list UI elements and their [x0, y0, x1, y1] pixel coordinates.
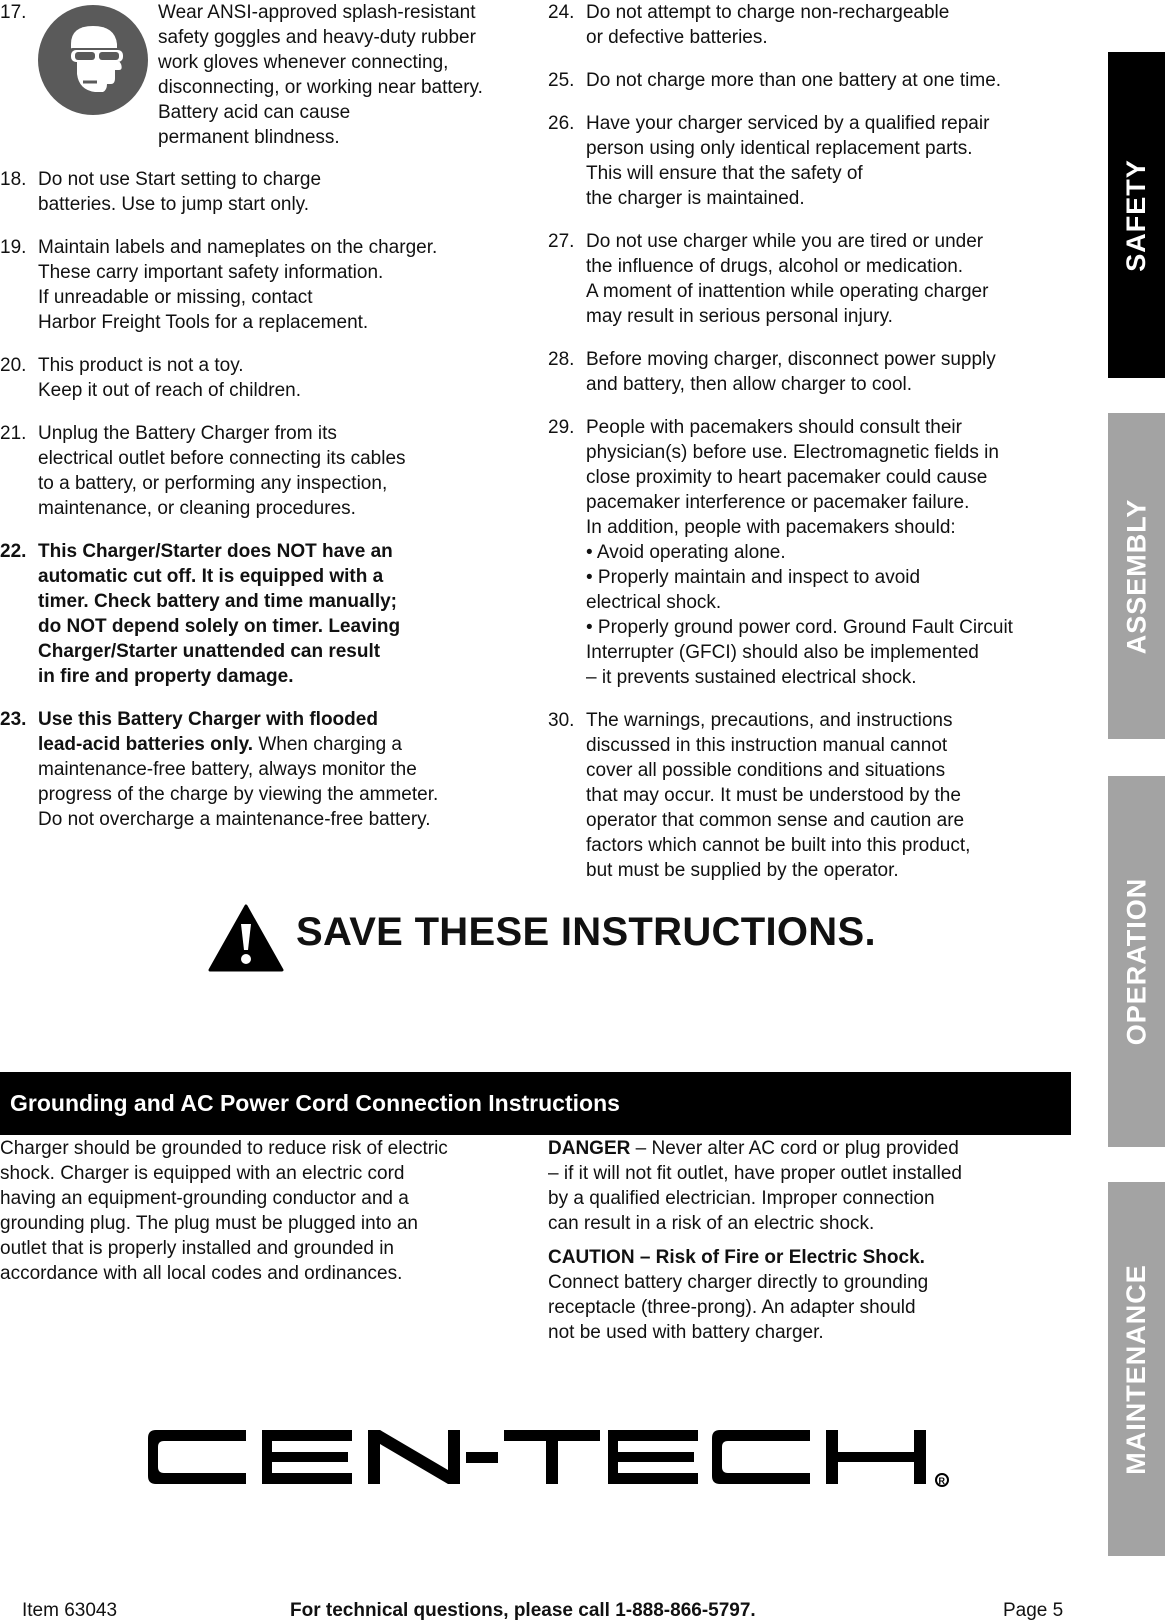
- text-line: close proximity to heart pacemaker could cause: [586, 467, 988, 488]
- text-line: receptacle (three-prong). An adapter should: [548, 1297, 916, 1318]
- text-line: operator that common sense and caution are: [586, 810, 965, 831]
- grounding-right-text: [548, 1136, 1048, 1354]
- text-line: A moment of inattention while operating charger: [586, 281, 989, 302]
- text-line: in fire and property damage.: [38, 666, 294, 687]
- tab-safety[interactable]: [1108, 52, 1165, 378]
- tab-label: MAINTENANCE: [1121, 1263, 1151, 1475]
- list-item-22: [0, 539, 520, 689]
- text-line: This product is not a toy.: [38, 355, 244, 376]
- cen-tech-logo: [148, 1430, 960, 1500]
- footer-tech-support: For technical questions, please call 1-888-866-5797.: [290, 1600, 756, 1621]
- text-phrase: When charging a: [253, 734, 402, 755]
- item-number: 22.: [0, 541, 27, 562]
- text-line: disconnecting, or working near battery.: [158, 77, 483, 98]
- text-line: electrical outlet before connecting its cables: [38, 448, 406, 469]
- grounding-title: Grounding and AC Power Cord Connection Instructions: [10, 1090, 620, 1116]
- right-column: [548, 0, 1066, 901]
- text-line: Harbor Freight Tools for a replacement.: [38, 312, 369, 333]
- text-line: safety goggles and heavy-duty rubber: [158, 27, 476, 48]
- item-number: 24.: [548, 2, 575, 23]
- text-line: These carry important safety information.: [38, 262, 384, 283]
- grounding-left-text: [0, 1136, 520, 1286]
- list-item-28: [548, 347, 1066, 397]
- text-line: Interrupter (GFCI) should also be implemented: [586, 642, 979, 663]
- tab-maintenance[interactable]: [1108, 1182, 1165, 1556]
- text-line: person using only identical replacement parts.: [586, 138, 973, 159]
- list-item-27: [548, 229, 1066, 329]
- text-line: by a qualified electrician. Improper connection: [548, 1188, 935, 1209]
- list-item-25: [548, 68, 1066, 93]
- text-line: The warnings, precautions, and instructions: [586, 710, 953, 731]
- text-line: to a battery, or performing any inspection,: [38, 473, 388, 494]
- footer-page-number: Page 5: [1003, 1600, 1064, 1621]
- save-instructions-banner: [208, 902, 908, 972]
- text-line: Do not use charger while you are tired or under: [586, 231, 984, 252]
- text-line: maintenance-free battery, always monitor the: [38, 759, 417, 780]
- text-line: Keep it out of reach of children.: [38, 380, 301, 401]
- danger-paragraph: [548, 1136, 1048, 1236]
- svg-text:R: R: [938, 1476, 945, 1486]
- list-item-24: [548, 0, 1066, 50]
- item-number: 23.: [0, 709, 27, 730]
- text-line: and battery, then allow charger to cool.: [586, 374, 913, 395]
- text-line: can result in a risk of an electric shock.: [548, 1213, 875, 1234]
- item-number: 25.: [548, 70, 575, 91]
- left-column: [0, 0, 520, 850]
- text-line: that may occur. It must be understood by the: [586, 785, 961, 806]
- grounding-section-header: [0, 1072, 1071, 1135]
- list-item-20: [0, 353, 520, 403]
- text-line: Unplug the Battery Charger from its: [38, 423, 337, 444]
- list-item-21: [0, 421, 520, 521]
- text-line: accordance with all local codes and ordinances.: [0, 1263, 403, 1284]
- item-number: 28.: [548, 349, 575, 370]
- text-line: work gloves whenever connecting,: [158, 52, 449, 73]
- text-line: progress of the charge by viewing the ammeter.: [38, 784, 439, 805]
- text-line: Do not use Start setting to charge: [38, 169, 322, 190]
- text-line: automatic cut off. It is equipped with a: [38, 566, 384, 587]
- text-line: Wear ANSI-approved splash-resistant: [158, 2, 476, 23]
- item-number: 17.: [0, 2, 27, 23]
- text-line: • Properly maintain and inspect to avoid: [586, 567, 921, 588]
- list-item-18: [0, 167, 520, 217]
- text-line: shock. Charger is equipped with an electric cord: [0, 1163, 405, 1184]
- text-line: may result in serious personal injury.: [586, 306, 893, 327]
- safety-goggles-icon: [37, 4, 149, 116]
- text-line: pacemaker interference or pacemaker failure.: [586, 492, 970, 513]
- item-number: 19.: [0, 237, 27, 258]
- text-line: cover all possible conditions and situations: [586, 760, 946, 781]
- text-line: – if it will not fit outlet, have proper outlet installed: [548, 1163, 963, 1184]
- footer-item-number: Item 63043: [22, 1600, 118, 1621]
- item-number: 20.: [0, 355, 27, 376]
- text-line: do NOT depend solely on timer. Leaving: [38, 616, 401, 637]
- item-number: 30.: [548, 710, 575, 731]
- list-item-17: [0, 0, 520, 150]
- text-line: Charger/Starter unattended can result: [38, 641, 381, 662]
- caution-title: CAUTION – Risk of Fire or Electric Shock.: [548, 1247, 925, 1268]
- text-line: Before moving charger, disconnect power supply: [586, 349, 996, 370]
- text-line: Do not attempt to charge non-rechargeable: [586, 2, 950, 23]
- item-number: 27.: [548, 231, 575, 252]
- text-line: If unreadable or missing, contact: [38, 287, 313, 308]
- text-line: grounding plug. The plug must be plugged into an: [0, 1213, 418, 1234]
- text-line: having an equipment-grounding conductor and a: [0, 1188, 409, 1209]
- tab-operation[interactable]: [1108, 776, 1165, 1147]
- text-line: Battery acid can cause: [158, 102, 351, 123]
- tab-assembly[interactable]: [1108, 413, 1165, 739]
- text-line: Do not overcharge a maintenance-free battery.: [38, 809, 431, 830]
- text-line: [38, 732, 520, 757]
- danger-label: DANGER: [548, 1138, 631, 1159]
- text-line: Maintain labels and nameplates on the charger.: [38, 237, 438, 258]
- text-line: – it prevents sustained electrical shock.: [586, 667, 917, 688]
- text-line: outlet that is properly installed and grounded in: [0, 1238, 394, 1259]
- bold-phrase: lead-acid batteries only.: [38, 734, 254, 755]
- caution-paragraph: [548, 1245, 1048, 1345]
- text-line: Charger should be grounded to reduce risk of electric: [0, 1138, 448, 1159]
- text-line: the influence of drugs, alcohol or medication.: [586, 256, 964, 277]
- text-line: permanent blindness.: [158, 127, 340, 148]
- text-line: discussed in this instruction manual cannot: [586, 735, 948, 756]
- warning-triangle-icon: [208, 904, 284, 972]
- text-line: factors which cannot be built into this product,: [586, 835, 971, 856]
- text-line: • Avoid operating alone.: [586, 542, 786, 563]
- text-phrase: – Never alter AC cord or plug provided: [630, 1138, 959, 1159]
- text-line: physician(s) before use. Electromagnetic fields in: [586, 442, 999, 463]
- list-item-19: [0, 235, 520, 335]
- text-line: Have your charger serviced by a qualified repair: [586, 113, 990, 134]
- list-item-30: [548, 708, 1066, 883]
- text-line: or defective batteries.: [586, 27, 768, 48]
- text-line: This will ensure that the safety of: [586, 163, 863, 184]
- text-line: timer. Check battery and time manually;: [38, 591, 398, 612]
- item-number: 18.: [0, 169, 27, 190]
- text-line: maintenance, or cleaning procedures.: [38, 498, 356, 519]
- text-line: electrical shock.: [586, 592, 722, 613]
- text-line: not be used with battery charger.: [548, 1322, 824, 1343]
- list-item-26: [548, 111, 1066, 211]
- text-line: Connect battery charger directly to grounding: [548, 1272, 929, 1293]
- item-number: 21.: [0, 423, 27, 444]
- text-line: This Charger/Starter does NOT have an: [38, 541, 393, 562]
- item-number: 26.: [548, 113, 575, 134]
- text-line: [548, 1136, 1048, 1161]
- tab-label: OPERATION: [1121, 877, 1152, 1046]
- item-number: 29.: [548, 417, 575, 438]
- text-line: the charger is maintained.: [586, 188, 805, 209]
- list-item-23: [0, 707, 520, 832]
- save-instructions-text: SAVE THESE INSTRUCTIONS.: [296, 910, 876, 954]
- text-line: batteries. Use to jump start only.: [38, 194, 310, 215]
- text-line: but must be supplied by the operator.: [586, 860, 899, 881]
- tab-label: SAFETY: [1121, 158, 1152, 272]
- text-line: People with pacemakers should consult their: [586, 417, 962, 438]
- text-line: Do not charge more than one battery at one time.: [586, 70, 1002, 91]
- text-line: Use this Battery Charger with flooded: [38, 709, 378, 730]
- list-item-29: [548, 415, 1066, 690]
- text-line: • Properly ground power cord. Ground Fault Circuit: [586, 617, 1013, 638]
- tab-label: ASSEMBLY: [1121, 498, 1152, 654]
- text-line: In addition, people with pacemakers should:: [586, 517, 956, 538]
